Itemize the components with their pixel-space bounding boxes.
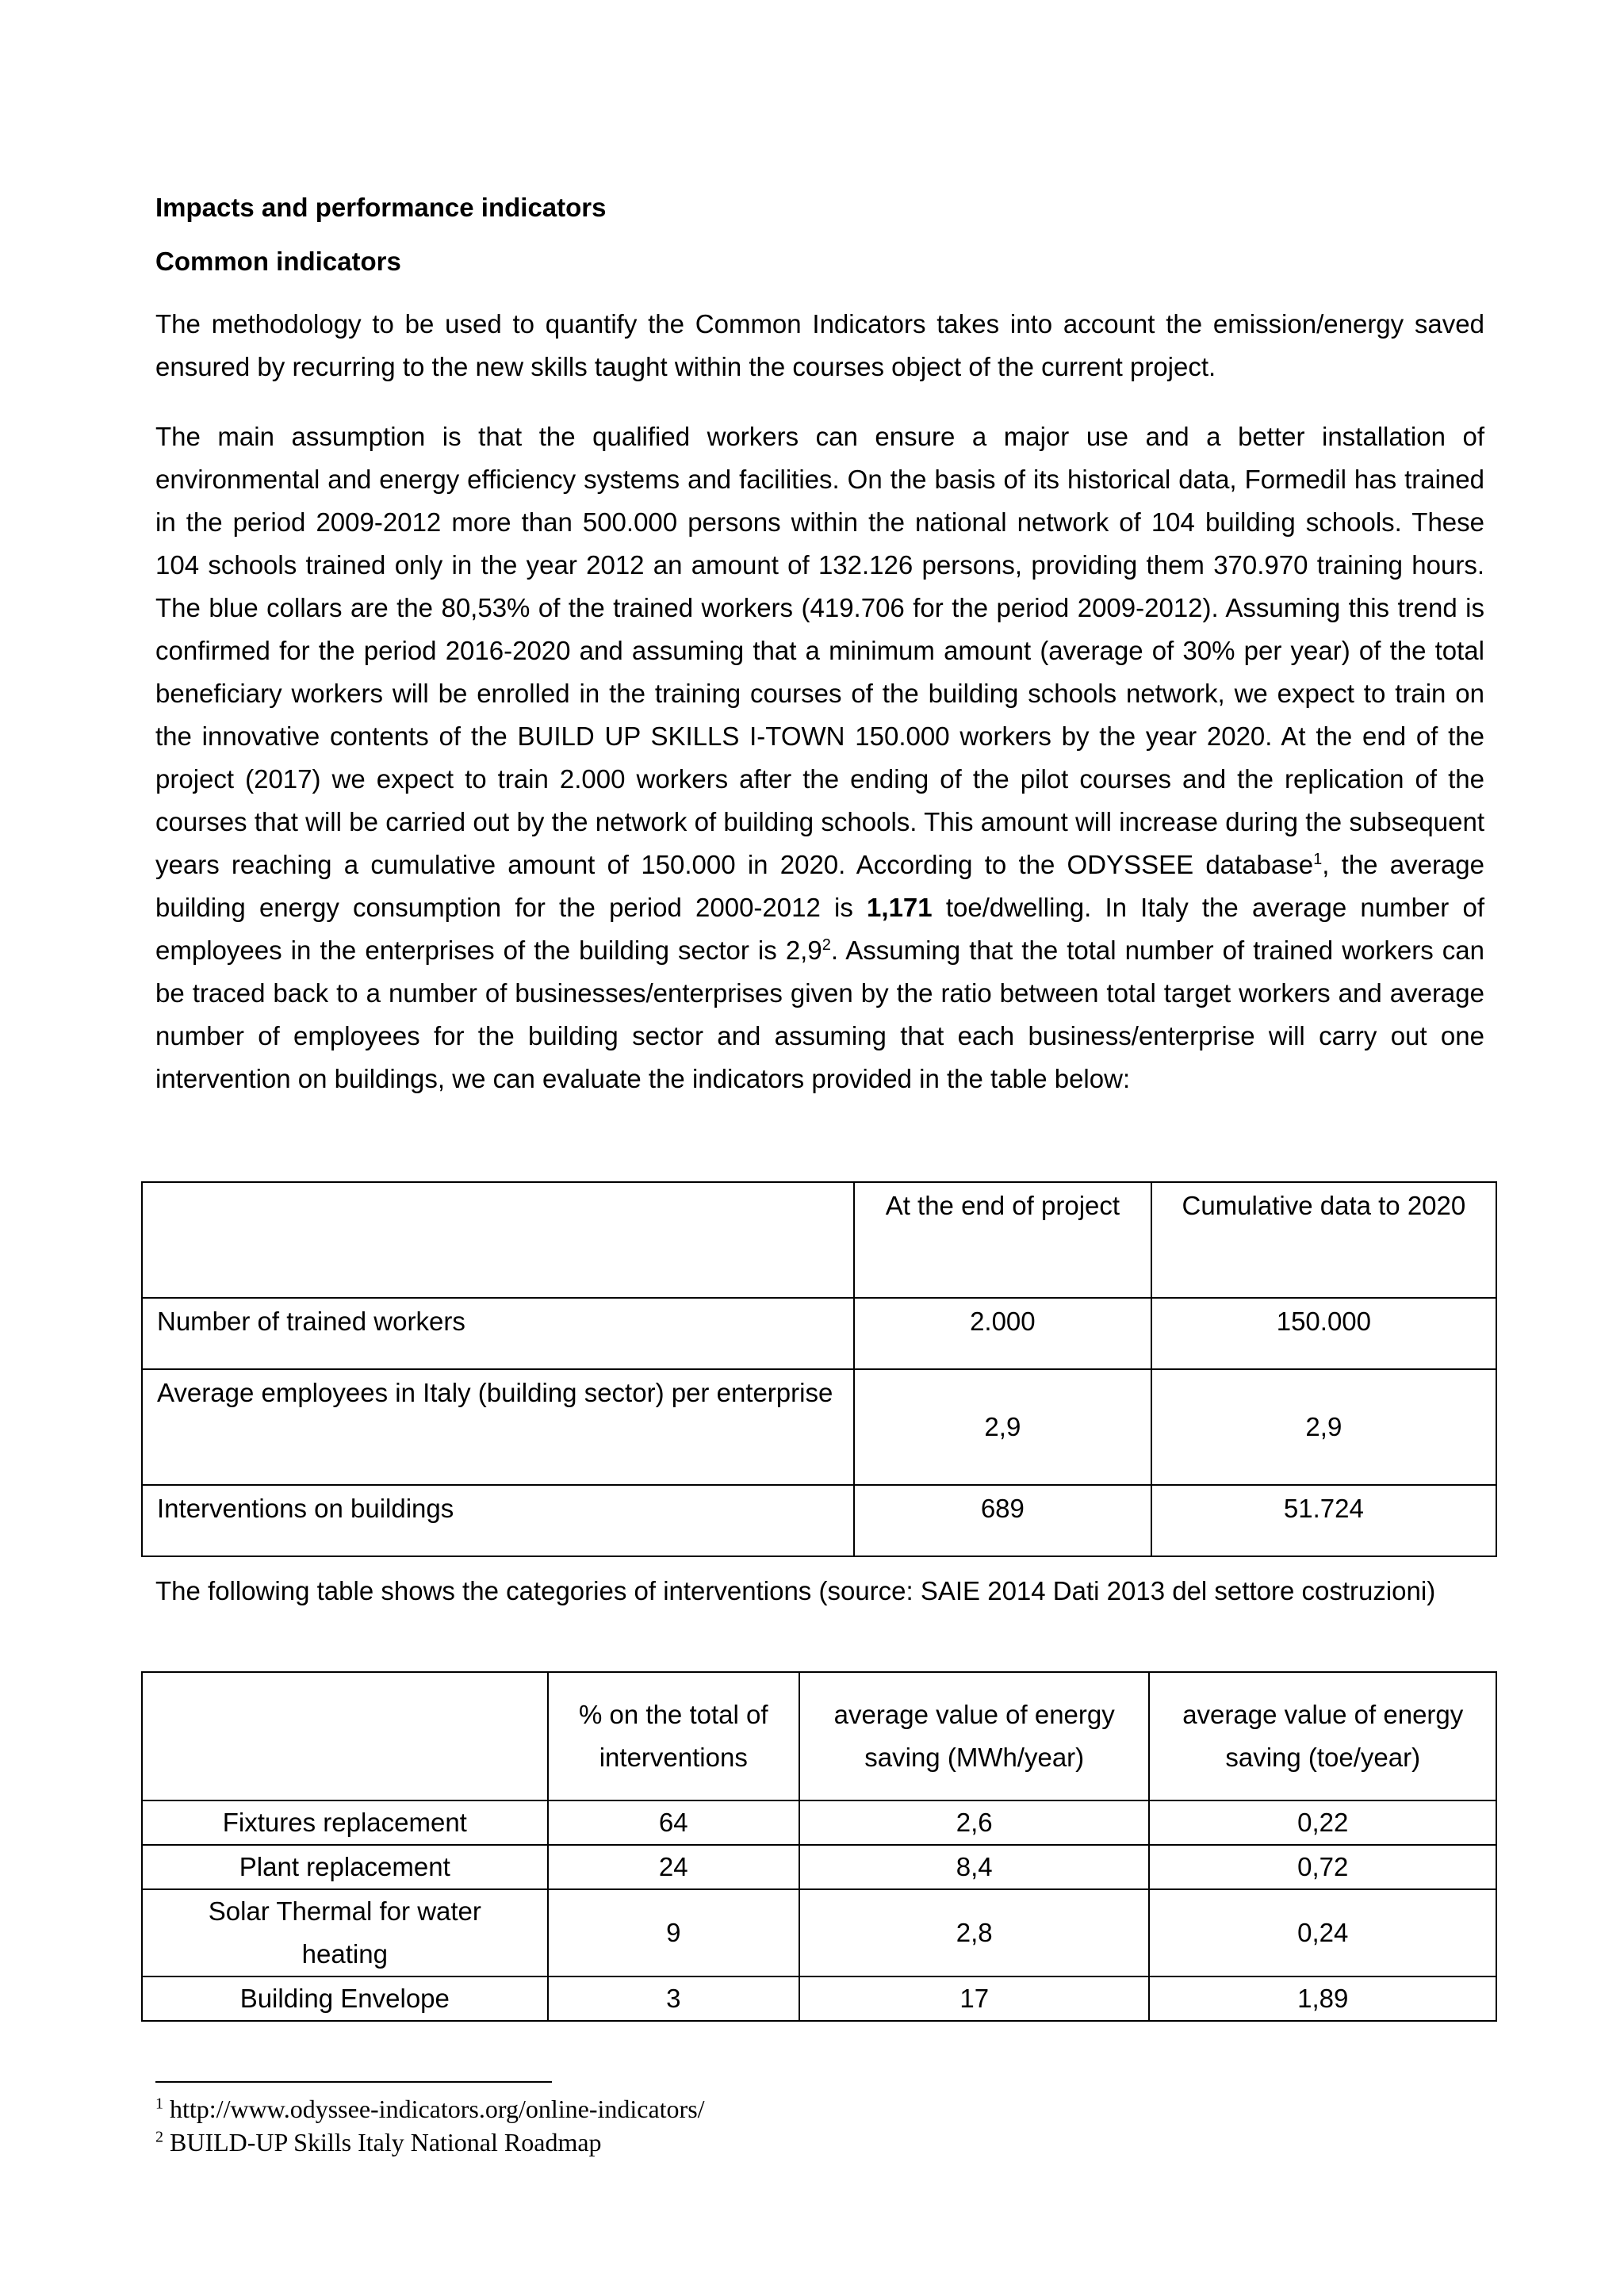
table-cell: 2,6 xyxy=(799,1800,1150,1845)
table-cell: Plant replacement xyxy=(142,1845,548,1889)
paragraph-methodology: The methodology to be used to quantify the Common Indicators takes into account the emission/energy saved ensured by recurring to the new skills taught within the courses object of the current project. xyxy=(155,309,1484,381)
table-row xyxy=(142,1976,1496,2021)
paragraph-assumption xyxy=(155,415,1484,1100)
paragraph-text: , the average building energy consumption for the period 2000-2012 is xyxy=(155,850,1485,922)
table-header-row xyxy=(142,1672,1496,1800)
table-row xyxy=(142,1298,1496,1369)
table-header-cell: At the end of project xyxy=(854,1182,1151,1298)
footnote-1 xyxy=(155,2093,705,2125)
table-cell: 0,24 xyxy=(1149,1889,1496,1976)
table-caption: The following table shows the categories of interventions (source: SAIE 2014 Dati 2013 del settore costruzioni) xyxy=(155,1576,1436,1605)
footnote-link[interactable]: http://www.odyssee-indicators.org/online-indicators/ xyxy=(170,2095,705,2123)
table-cell: 2,9 xyxy=(1151,1369,1496,1485)
table-cell: Fixtures replacement xyxy=(142,1800,548,1845)
indicators-table xyxy=(141,1181,1497,1557)
table-header-cell xyxy=(142,1672,548,1800)
table-header-cell: average value of energy saving (MWh/year) xyxy=(799,1672,1150,1800)
table-cell: Interventions on buildings xyxy=(142,1485,854,1556)
interventions-table xyxy=(141,1671,1497,2022)
table-cell: 2,8 xyxy=(799,1889,1150,1976)
table-cell: 2,9 xyxy=(854,1369,1151,1485)
table-row xyxy=(142,1800,1496,1845)
table-row xyxy=(142,1845,1496,1889)
table-cell: 9 xyxy=(548,1889,799,1976)
table-cell: Number of trained workers xyxy=(142,1298,854,1369)
section-heading: Impacts and performance indicators xyxy=(155,193,607,222)
footnote-ref-1: 1 xyxy=(1313,851,1323,868)
table-cell: 17 xyxy=(799,1976,1150,2021)
bold-value: 1,171 xyxy=(867,893,933,922)
table-header-cell: Cumulative data to 2020 xyxy=(1151,1182,1496,1298)
table-cell: Average employees in Italy (building sector) per enterprise xyxy=(142,1369,854,1485)
table-cell: 8,4 xyxy=(799,1845,1150,1889)
footnote-text: BUILD-UP Skills Italy National Roadmap xyxy=(170,2128,602,2156)
table-header-cell: % on the total of interventions xyxy=(548,1672,799,1800)
section-subheading: Common indicators xyxy=(155,247,401,276)
footnote-number: 1 xyxy=(155,2095,163,2113)
table-cell: 3 xyxy=(548,1976,799,2021)
table-header-row xyxy=(142,1182,1496,1298)
paragraph-text: toe/dwelling. In Italy the average number of employees in the enterprises of the building sector is 2,9 xyxy=(155,893,1484,965)
table-cell: 1,89 xyxy=(1149,1976,1496,2021)
table-cell: 51.724 xyxy=(1151,1485,1496,1556)
table-header-cell xyxy=(142,1182,854,1298)
table-cell: 2.000 xyxy=(854,1298,1151,1369)
table-cell: 64 xyxy=(548,1800,799,1845)
footnote-2 xyxy=(155,2126,602,2158)
table-cell: 689 xyxy=(854,1485,1151,1556)
table-cell: Building Envelope xyxy=(142,1976,548,2021)
table-row xyxy=(142,1889,1496,1976)
table-row xyxy=(142,1369,1496,1485)
table-cell: 0,72 xyxy=(1149,1845,1496,1889)
table-cell: 0,22 xyxy=(1149,1800,1496,1845)
footnote-number: 2 xyxy=(155,2128,163,2146)
footnote-ref-2: 2 xyxy=(822,936,831,954)
table-header-cell: average value of energy saving (toe/year) xyxy=(1149,1672,1496,1800)
table-cell: 150.000 xyxy=(1151,1298,1496,1369)
table-row xyxy=(142,1485,1496,1556)
paragraph-text: . Assuming that the total number of trained workers can be traced back to a number of businesses/enterprises given by the ratio between total target workers and average number of employees for the building sector and assuming that each business/enterprise will carry out one intervention on buildings, we can evaluate the indicators provided in the table below: xyxy=(155,936,1484,1093)
document-body xyxy=(155,190,1484,1100)
table-cell: 24 xyxy=(548,1845,799,1889)
footnote-separator xyxy=(155,2081,552,2083)
table-cell: Solar Thermal for water heating xyxy=(142,1889,548,1976)
paragraph-text: The main assumption is that the qualified workers can ensure a major use and a better installation of environmental and energy efficiency systems and facilities. On the basis of its historical data, Formedil has trained in the period 2009-2012 more than 500.000 persons within the national network of 104 building schools. These 104 schools trained only in the year 2012 an amount of 132.126 persons, providing them 370.970 training hours. The blue collars are the 80,53% of the trained workers (419.706 for the period 2009-2012). Assuming this trend is confirmed for the period 2016-2020 and assuming that a minimum amount (average of 30% per year) of the total beneficiary workers will be enrolled in the training courses of the building schools network, we expect to train on the innovative contents of the BUILD UP SKILLS I-TOWN 150.000 workers by the year 2020. At the end of the project (2017) we expect to train 2.000 workers after the ending of the pilot courses and the replication of the courses that will be carried out by the network of building schools. This amount will increase during the subsequent years reaching a cumulative amount of 150.000 in 2020. According to the ODYSSEE database xyxy=(155,422,1484,879)
